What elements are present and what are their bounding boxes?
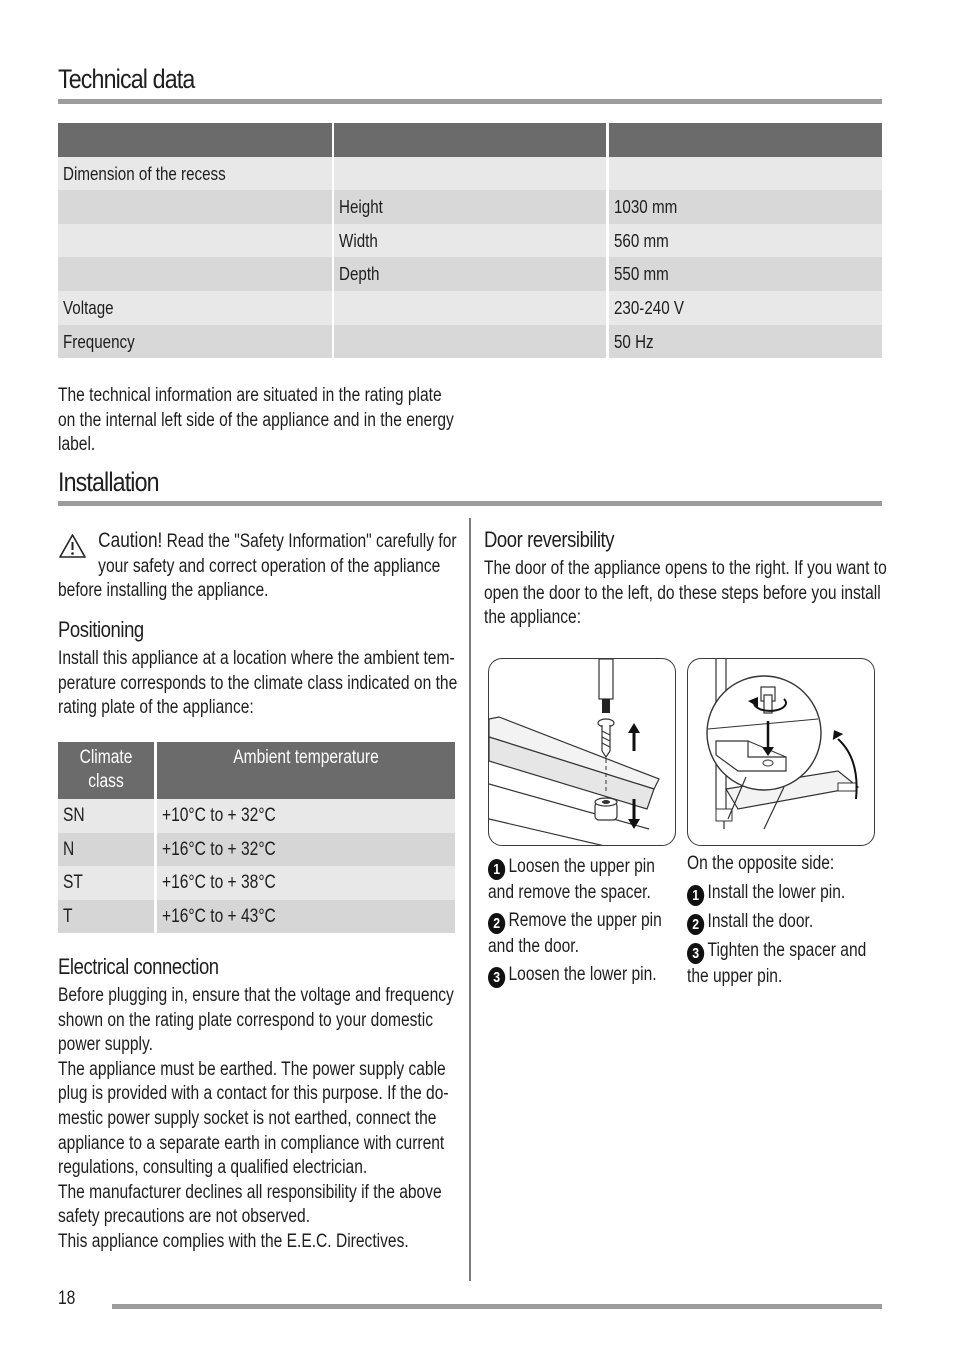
text-line: shown on the rating plate correspond to your domestic: [58, 1009, 434, 1031]
step-line: 3 Tighten the spacer and: [687, 938, 866, 964]
table-cell: ST: [58, 866, 154, 900]
text-line: This appliance complies with the E.E.C. Directives.: [58, 1230, 409, 1252]
table-cell: Voltage: [58, 291, 332, 325]
door-figure-lower-pin: [687, 658, 875, 846]
table-row: [58, 291, 882, 325]
table-cell: [334, 157, 606, 191]
table-row: [58, 190, 882, 224]
step-line: 1 Install the lower pin.: [687, 880, 866, 906]
table-cell: [58, 190, 332, 224]
technical-data-table: [58, 123, 882, 358]
opposite-side-label: On the opposite side:: [687, 853, 835, 874]
electrical-title: Electrical connection: [58, 954, 219, 979]
table-cell: +16°C to + 43°C: [157, 900, 455, 934]
caution-text: Caution! Read the "Safety Information" carefully for your safety and correct operation of the appliance before installing the appliance.: [58, 529, 457, 602]
step-number-badge: 1: [488, 859, 505, 880]
upper-hinge-illustration: [489, 659, 676, 846]
step-line: 2 Remove the upper pin: [488, 908, 662, 934]
table-cell: Depth: [334, 257, 606, 291]
lower-hinge-illustration: [688, 659, 875, 846]
table-row: [58, 257, 882, 291]
step-line: 2 Install the door.: [687, 909, 866, 935]
step-line: 1 Loosen the upper pin: [488, 854, 662, 880]
text-line: mestic power supply socket is not earthed, connect the: [58, 1107, 437, 1129]
table-row: [58, 157, 882, 191]
step-number-badge: 3: [488, 967, 505, 988]
electrical-text: [58, 984, 541, 1255]
section-rule: [58, 501, 882, 506]
installation-title: Installation: [58, 467, 159, 497]
text-line: label.: [58, 434, 96, 456]
table-cell: 50 Hz: [609, 325, 882, 359]
step-number-badge: 2: [488, 913, 505, 934]
table-cell: 560 mm: [609, 224, 882, 258]
table-cell: 550 mm: [609, 257, 882, 291]
footer-rule: [112, 1304, 882, 1309]
caution-label: Caution!: [98, 529, 163, 552]
table-cell: +16°C to + 32°C: [157, 833, 455, 867]
climate-table: [58, 742, 455, 933]
table-cell: +10°C to + 32°C: [157, 799, 455, 833]
table-row: [58, 799, 455, 833]
text-line: appliance to a separate earth in compliance with current: [58, 1132, 445, 1154]
table-header-row: [58, 742, 455, 799]
text-line: The technical information are situated in the rating plate: [58, 385, 442, 406]
door-steps-right: [687, 851, 906, 989]
step-number-badge: 2: [687, 914, 704, 935]
step-number-badge: 3: [687, 943, 704, 964]
table-cell: [334, 291, 606, 325]
step-line: and remove the spacer.: [488, 882, 651, 903]
text-line: power supply.: [58, 1034, 153, 1056]
text-line: open the door to the left, do these steps before you install: [484, 582, 881, 604]
text-line: rating plate of the appliance:: [58, 697, 254, 719]
table-cell: Frequency: [58, 325, 332, 359]
table-row: [58, 900, 455, 934]
table-header-row: [58, 123, 882, 157]
step-number-badge: 1: [687, 885, 704, 906]
section-rule: [58, 99, 882, 104]
table-header-ambient-temperature: Ambient temperature: [157, 742, 455, 799]
door-figure-upper-pin: [488, 658, 676, 846]
positioning-title: Positioning: [58, 617, 144, 642]
text-line: the appliance:: [484, 607, 582, 629]
door-reversibility-text: [484, 557, 954, 631]
table-cell: T: [58, 900, 154, 934]
table-row: [58, 866, 455, 900]
positioning-text: [58, 647, 545, 721]
table-cell: [334, 325, 606, 359]
table-cell: Width: [334, 224, 606, 258]
table-row: [58, 325, 882, 359]
table-cell: SN: [58, 799, 154, 833]
door-reversibility-title: Door reversibility: [484, 527, 615, 552]
text-line: Install this appliance at a location where the ambient tem-: [58, 648, 455, 669]
text-line: The door of the appliance opens to the right. If you want to: [484, 558, 887, 579]
table-cell: N: [58, 833, 154, 867]
text-line: The manufacturer declines all responsibility if the above: [58, 1181, 442, 1203]
table-row: [58, 833, 455, 867]
table-cell: [609, 157, 882, 191]
table-header-climate-class: Climate class: [58, 742, 154, 799]
table-cell: +16°C to + 38°C: [157, 866, 455, 900]
text-line: perature corresponds to the climate class indicated on the: [58, 672, 458, 694]
table-cell: Dimension of the recess: [58, 157, 332, 191]
text-line: regulations, consulting a qualified electrician.: [58, 1157, 368, 1179]
step-line: the upper pin.: [687, 966, 783, 987]
table-row: [58, 224, 882, 258]
text-line: safety precautions are not observed.: [58, 1206, 311, 1228]
step-line: and the door.: [488, 936, 579, 957]
table-cell: [58, 224, 332, 258]
text-line: Before plugging in, ensure that the voltage and frequency: [58, 985, 454, 1006]
text-line: plug is provided with a contact for this purpose. If the do-: [58, 1083, 449, 1105]
table-cell: 230-240 V: [609, 291, 882, 325]
text-line: on the internal left side of the appliance and in the energy: [58, 409, 454, 431]
technical-note: [58, 384, 541, 458]
technical-data-title: Technical data: [58, 64, 195, 94]
table-cell: Height: [334, 190, 606, 224]
step-line: 3 Loosen the lower pin.: [488, 962, 662, 988]
page-number: 18: [58, 1288, 76, 1309]
table-cell: [58, 257, 332, 291]
door-steps-left: [488, 854, 700, 988]
text-line: The appliance must be earthed. The power supply cable: [58, 1058, 446, 1080]
table-cell: 1030 mm: [609, 190, 882, 224]
